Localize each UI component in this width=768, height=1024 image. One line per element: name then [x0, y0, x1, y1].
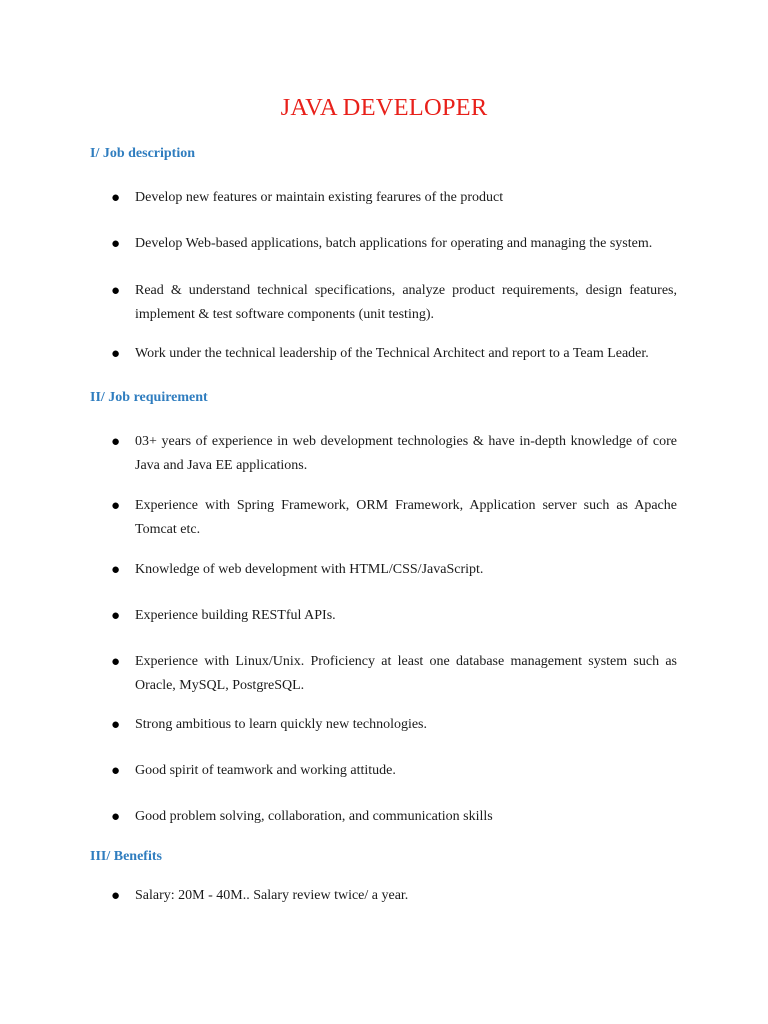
list-item-text: Experience with Spring Framework, ORM Framework, Application server such as Apache Tomcat etc.: [135, 498, 677, 537]
list-item: [111, 558, 677, 582]
bullet-icon: ●: [111, 562, 121, 578]
list-item-text: Strong ambitious to learn quickly new technologies.: [135, 717, 428, 732]
list-item-text: Experience with Linux/Unix. Proficiency at least one database management system such as Oracle, MySQL, PostgreSQL.: [135, 654, 677, 693]
list-item-text: Knowledge of web development with HTML/CSS/JavaScript.: [135, 562, 484, 577]
bullet-icon: ●: [111, 283, 121, 299]
list-item: [111, 494, 677, 542]
list-item-text: Salary: 20M - 40M.. Salary review twice/ a year.: [135, 888, 409, 903]
list-item: [111, 430, 677, 478]
bullet-icon: ●: [111, 434, 121, 450]
bullet-icon: ●: [111, 608, 121, 624]
bullet-icon: ●: [111, 346, 121, 362]
bullet-icon: ●: [111, 236, 121, 252]
list-item: [111, 650, 677, 698]
section-heading-benefits: III/ Benefits: [90, 849, 162, 864]
list-item-text: Develop Web-based applications, batch applications for operating and managing the system.: [135, 236, 653, 251]
list-item: [111, 342, 677, 366]
bullet-icon: ●: [111, 717, 121, 733]
bullet-icon: ●: [111, 809, 121, 825]
list-item: [111, 232, 677, 256]
list-item: [111, 884, 677, 908]
list-item-text: Good spirit of teamwork and working attitude.: [135, 763, 396, 778]
list-item: [111, 805, 677, 829]
document-title: JAVA DEVELOPER: [280, 94, 488, 121]
bullet-icon: ●: [111, 190, 121, 206]
list-item: [111, 604, 677, 628]
list-item-text: Develop new features or maintain existing fearures of the product: [135, 190, 504, 205]
list-item-text: 03+ years of experience in web development technologies & have in-depth knowledge of core Java and Java EE applications.: [135, 434, 677, 473]
list-item: [111, 279, 677, 327]
bullet-icon: ●: [111, 763, 121, 779]
bullet-icon: ●: [111, 498, 121, 514]
list-item: [111, 186, 677, 210]
list-item-text: Experience building RESTful APIs.: [135, 608, 336, 623]
bullet-icon: ●: [111, 888, 121, 904]
bullet-icon: ●: [111, 654, 121, 670]
list-item-text: Good problem solving, collaboration, and communication skills: [135, 809, 493, 824]
list-item-text: Work under the technical leadership of the Technical Architect and report to a Team Leader.: [135, 346, 649, 361]
section-heading-job-requirement: II/ Job requirement: [90, 390, 208, 405]
list-item: [111, 759, 677, 783]
section-heading-job-description: I/ Job description: [90, 146, 196, 161]
list-item: [111, 713, 677, 737]
list-item-text: Read & understand technical specifications, analyze product requirements, design features, implement & test software components (unit testing).: [135, 283, 677, 322]
